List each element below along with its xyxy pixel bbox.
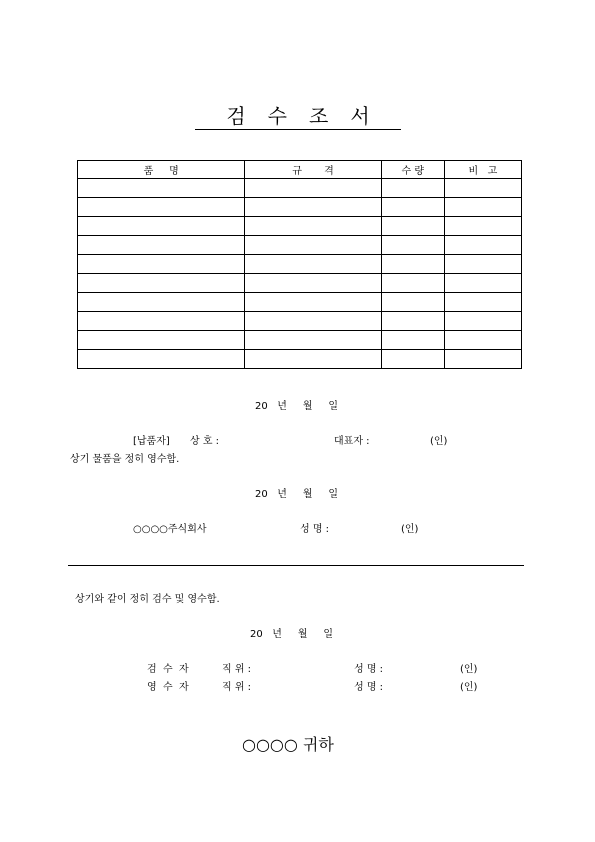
inspector-seal: (인) (460, 664, 478, 675)
table-cell (444, 350, 521, 369)
column-header-spec: 규 격 (245, 161, 381, 179)
table-cell (381, 236, 444, 255)
table-cell (381, 179, 444, 198)
table-cell (381, 198, 444, 217)
company-seal: (인) (401, 524, 419, 535)
document-title: 검수조서 (195, 106, 401, 130)
table-cell (245, 217, 381, 236)
company-name-label: 성 명 : (300, 524, 330, 535)
inspector-position-label: 직 위 : (222, 664, 252, 675)
table-cell (245, 350, 381, 369)
table-cell (78, 331, 245, 350)
items-table (77, 160, 522, 369)
table-row (78, 217, 522, 236)
supplier-rep-label: 대표자 : (334, 436, 370, 447)
table-cell (381, 350, 444, 369)
table-cell (444, 293, 521, 312)
table-row (78, 179, 522, 198)
table-cell (78, 179, 245, 198)
table-cell (78, 236, 245, 255)
table-cell (444, 236, 521, 255)
table-cell (78, 274, 245, 293)
table-cell (444, 179, 521, 198)
receiver-role: 영 수 자 (147, 682, 189, 693)
separator-line (68, 565, 524, 566)
inspector-role: 검 수 자 (147, 664, 189, 675)
table-cell (245, 198, 381, 217)
column-header-quantity: 수 량 (381, 161, 444, 179)
supplier-company-label: 상 호 : (190, 436, 220, 447)
receiver-position-label: 직 위 : (222, 682, 252, 693)
table-cell (381, 217, 444, 236)
table-cell (245, 274, 381, 293)
table-cell (245, 331, 381, 350)
table-cell (381, 293, 444, 312)
table-cell (245, 255, 381, 274)
table-cell (78, 312, 245, 331)
table-row (78, 198, 522, 217)
date-line-3: 20 년 월 일 (250, 629, 334, 640)
table-cell (444, 198, 521, 217)
receiver-seal: (인) (460, 682, 478, 693)
table-row (78, 255, 522, 274)
column-header-note: 비 고 (444, 161, 521, 179)
supplier-seal: (인) (430, 436, 448, 447)
table-cell (444, 255, 521, 274)
table-cell (78, 293, 245, 312)
table-cell (78, 217, 245, 236)
table-header-row (78, 161, 522, 179)
table-cell (245, 312, 381, 331)
table-cell (444, 331, 521, 350)
table-cell (444, 217, 521, 236)
table-cell (78, 350, 245, 369)
table-row (78, 236, 522, 255)
table-cell (381, 255, 444, 274)
table-cell (245, 179, 381, 198)
table-row (78, 312, 522, 331)
table-cell (381, 312, 444, 331)
supplier-tag: [납품자] (133, 436, 170, 447)
addressee: ○○○○ 귀하 (242, 735, 334, 754)
table-cell (381, 274, 444, 293)
table-cell (444, 312, 521, 331)
table-cell (381, 331, 444, 350)
company-name: ○○○○주식회사 (133, 524, 207, 535)
inspection-statement: 상기와 같이 정히 검수 및 영수함. (75, 594, 220, 605)
table-cell (78, 255, 245, 274)
table-cell (245, 293, 381, 312)
table-cell (444, 274, 521, 293)
column-header-item-name: 품 명 (78, 161, 245, 179)
date-line-1: 20 년 월 일 (255, 401, 339, 412)
receipt-statement: 상기 물품을 정히 영수함. (70, 454, 180, 465)
receiver-name-label: 성 명 : (354, 682, 384, 693)
date-line-2: 20 년 월 일 (255, 489, 339, 500)
table-cell (78, 198, 245, 217)
table-cell (245, 236, 381, 255)
table-row (78, 293, 522, 312)
table-row (78, 331, 522, 350)
table-row (78, 350, 522, 369)
table-row (78, 274, 522, 293)
inspector-name-label: 성 명 : (354, 664, 384, 675)
